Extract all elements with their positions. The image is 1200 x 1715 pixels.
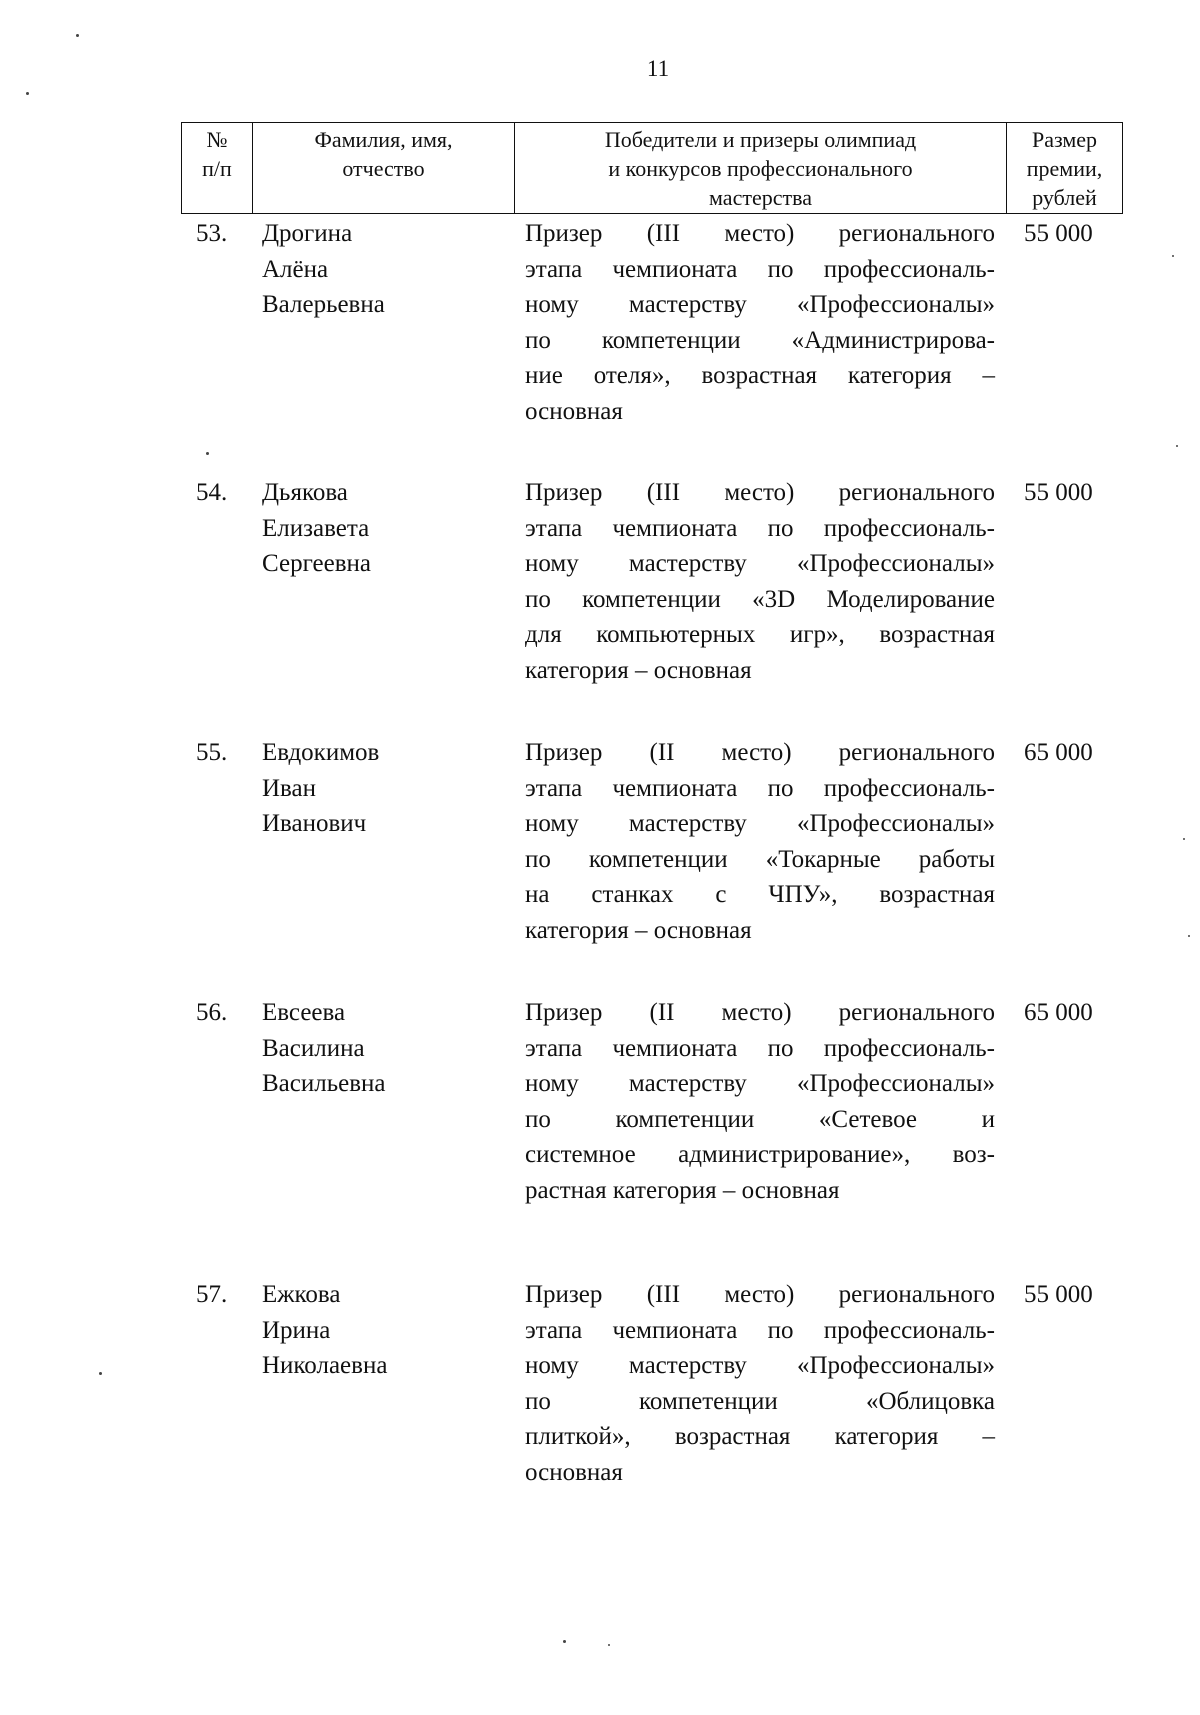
row-number: 54. [196, 479, 228, 506]
row-description [525, 995, 995, 1209]
header-col-name-line: отчество [342, 156, 425, 181]
scan-speck [608, 1644, 610, 1646]
page-number: 11 [646, 56, 670, 81]
header-col-number-line: п/п [202, 156, 232, 181]
row-description-line: Призер (III место) регионального [525, 1281, 995, 1308]
row-description-line: Призер (III место) регионального [525, 220, 995, 247]
row-name-line: Николаевна [262, 1352, 388, 1380]
row-description-line: категория – основная [525, 916, 752, 944]
scan-speck [76, 34, 79, 37]
row-number: 55. [196, 739, 228, 766]
header-col-number [182, 123, 253, 214]
header-col-amount-line: Размер [1031, 127, 1098, 152]
header-col-amount-line: премии, [1026, 156, 1103, 181]
scan-speck [1188, 935, 1190, 937]
row-amount: 55 000 [1024, 479, 1093, 506]
row-description-line: Призер (III место) регионального [525, 479, 995, 506]
row-number: 56. [196, 999, 228, 1026]
row-name-line: Иван [262, 774, 317, 802]
scan-speck [1172, 255, 1174, 257]
row-description [525, 216, 995, 430]
row-description-line: по компетенции «3D Моделирование [525, 585, 995, 613]
row-name-line: Евдокимов [262, 739, 380, 766]
row-description-line: Призер (II место) регионального [525, 999, 995, 1026]
row-number: 57. [196, 1281, 228, 1308]
scan-speck [563, 1640, 566, 1643]
row-description-line: ному мастерству «Профессионалы» [525, 550, 995, 578]
row-description-line: этапа чемпионата по профессиональ- [525, 1316, 995, 1344]
row-name-line: Елизавета [262, 514, 370, 542]
header-col-description-line: и конкурсов профессионального [608, 156, 913, 181]
row-full-name [262, 1277, 502, 1384]
scan-speck [26, 92, 29, 95]
row-name-line: Евсеева [262, 999, 346, 1026]
row-description-line: этапа чемпионата по профессиональ- [525, 774, 995, 802]
row-description-line: этапа чемпионата по профессиональ- [525, 514, 995, 542]
header-col-description-line: мастерства [709, 185, 812, 210]
row-name-line: Дьякова [262, 479, 348, 506]
row-name-line: Ежкова [262, 1281, 341, 1308]
row-full-name [262, 216, 502, 323]
row-description-line: системное администрирование», воз- [525, 1141, 995, 1169]
header-col-number-line: № [206, 127, 228, 152]
row-description-line: основная [525, 397, 623, 425]
row-description-line: на станках с ЧПУ», возрастная [525, 881, 995, 909]
row-description-line: ному мастерству «Профессионалы» [525, 810, 995, 838]
row-description-line: по компетенции «Администрирова- [525, 326, 995, 354]
row-name-line: Дрогина [262, 220, 353, 247]
row-description-line: ному мастерству «Профессионалы» [525, 1352, 995, 1380]
header-col-description-line: Победители и призеры олимпиад [604, 127, 917, 152]
row-amount: 55 000 [1024, 1281, 1093, 1308]
row-name-line: Василина [262, 1034, 365, 1062]
row-description-line: по компетенции «Облицовка [525, 1387, 995, 1415]
row-number: 53. [196, 220, 228, 247]
header-col-name-line: Фамилия, имя, [314, 127, 453, 152]
row-description-line: Призер (II место) регионального [525, 739, 995, 766]
row-name-line: Ирина [262, 1316, 331, 1344]
row-amount: 55 000 [1024, 220, 1093, 247]
header-col-description [515, 123, 1007, 214]
row-description-line: ние отеля», возрастная категория – [525, 362, 995, 390]
row-description [525, 475, 995, 689]
row-description-line: этапа чемпионата по профессиональ- [525, 255, 995, 283]
row-full-name [262, 735, 502, 842]
row-name-line: Алёна [262, 255, 329, 283]
row-description-line: по компетенции «Токарные работы [525, 845, 995, 873]
row-description-line: ному мастерству «Профессионалы» [525, 291, 995, 319]
header-col-amount-line: рублей [1032, 185, 1097, 210]
row-name-line: Валерьевна [262, 291, 385, 319]
scan-speck [1183, 838, 1185, 840]
row-amount: 65 000 [1024, 999, 1093, 1026]
row-full-name [262, 475, 502, 582]
scan-speck [206, 452, 209, 455]
row-description-line: ному мастерству «Профессионалы» [525, 1070, 995, 1098]
row-amount: 65 000 [1024, 739, 1093, 766]
row-description-line: основная [525, 1458, 623, 1486]
header-col-amount [1007, 123, 1123, 214]
row-description-line: для компьютерных игр», возрастная [525, 621, 995, 649]
row-description-line: этапа чемпионата по профессиональ- [525, 1034, 995, 1062]
row-name-line: Васильевна [262, 1070, 386, 1098]
scan-speck [1176, 445, 1178, 447]
table-header [181, 122, 1123, 214]
row-name-line: Иванович [262, 810, 367, 838]
scan-speck [99, 1372, 102, 1375]
header-col-name [253, 123, 515, 214]
row-description [525, 1277, 995, 1491]
row-description-line: плиткой», возрастная категория – [525, 1423, 995, 1451]
row-description-line: растная категория – основная [525, 1176, 840, 1204]
row-name-line: Сергеевна [262, 550, 371, 578]
row-description [525, 735, 995, 949]
row-description-line: по компетенции «Сетевое и [525, 1105, 995, 1133]
row-description-line: категория – основная [525, 656, 752, 684]
row-full-name [262, 995, 502, 1102]
